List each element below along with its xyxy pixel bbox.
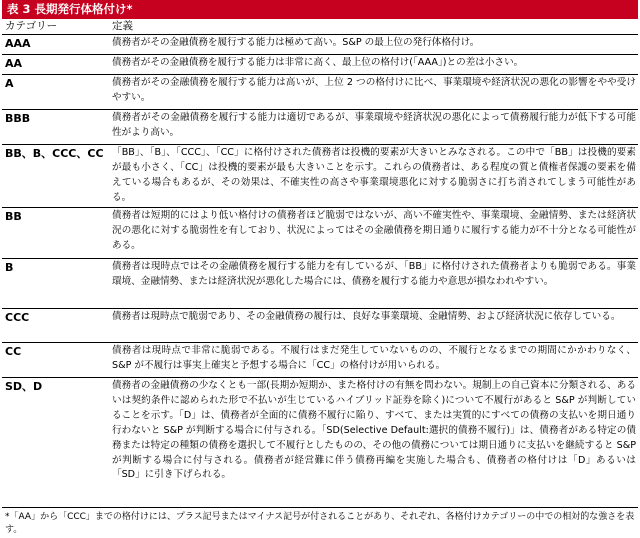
rating-category: BB (5, 210, 22, 223)
rating-category: AAA (5, 37, 31, 50)
rating-definition: 債務者がその金融債務を履行する能力は適切であるが、事業環境や経済状況の悪化によって債務履行能力が低下する可能性がより高い。 (112, 112, 636, 138)
rating-definition: 債務者の金融債務の少なくとも一部(長期か短期か、また格付けの有無を問わない。規制上の自己資本に分類される、あるいは契約条件に認められた形で不払いが生じているハイブリッド証券を除く)について不履行があると S&P が判断していることを示す。「D」は、債務者が全面的に債務不履行に陥り、すべて、または実質的にすべての債務の支払いを期日通り行わないと S&P が判断する場合に付与される。「SD(Selective Default:選択的債務不履行)」は、債務者がある特定の債務または特定の種類の債務を選択して不履行としたものの、その他の債務については期日通りに支払いを継続すると S&P が判断する場合に付与される。債務者が経営難に伴う債務再編を実施した場合も、債務者の格付けは「D」あるいは「SD」に引き下げられる。 (112, 380, 636, 481)
rating-definition: 債務者は現時点ではその金融債務を履行する能力を有しているが、「BB」に格付けされた債務者よりも脆弱である。事業環境、金融情勢、または経済状況が悪化した場合には、債務を履行する能力や意思が損なわれやすい。 (112, 261, 636, 287)
table-row-ccc (2, 309, 638, 343)
table-footnote: *「AA」から「CCC」までの格付けには、プラス記号またはマイナス記号が付されることがあり、それぞれ、各格付けカテゴリーの中での相対的な強さを表す。 (5, 512, 635, 535)
rating-category: CCC (5, 311, 30, 324)
rating-definition: 債務者は短期的にはより低い格付けの債務者ほど脆弱ではないが、高い不確実性や、事業環境、金融情勢、または経済状況の悪化に対する脆弱性を有しており、状況によってはその金融債務を期日通りに履行する能力が不十分となる可能性がある。 (112, 210, 636, 251)
rating-definition: 債務者は現時点で脆弱であり、その金融債務の履行は、良好な事業環境、金融情勢、および経済状況に依存している。 (112, 311, 621, 322)
rating-category: SD、D (5, 380, 43, 393)
rating-category: A (5, 77, 14, 90)
rating-category: AA (5, 57, 23, 70)
definition-column-header: 定義 (112, 20, 133, 32)
rating-category: B (5, 261, 14, 274)
table-row-b (2, 259, 638, 309)
table-row-bbb (2, 110, 638, 145)
table-title: 表 3 長期発行体格付け* (2, 0, 638, 19)
rating-definition: 債務者は現時点で非常に脆弱である。不履行はまだ発生していないものの、不履行となるまでの期間にかかわりなく、S&P が不履行は事実上確実と予想する場合に「CC」の格付けが用いられる。 (112, 345, 636, 371)
table-header-row (2, 19, 638, 35)
rating-definition: 「BB」、「B」、「CCC」、「CC」に格付けされた債務者は投機的要素が大きいとみなされる。この中で「BB」は投機的要素が最も小さく、「CC」は投機的要素が最も大きいことを示す。これらの債務者は、ある程度の質と債権者保護の要素を備えている場合もあるが、その効果は、不確実性の高さや事業環境悪化に対する脆弱さに打ち消されてしまう可能性がある。 (112, 147, 636, 203)
rating-definition: 債務者がその金融債務を履行する能力は高いが、上位 2 つの格付けに比べ、事業環境や経済状況の悪化の影響をやや受けやすい。 (112, 77, 636, 103)
table-row-aa (2, 55, 638, 75)
rating-category: CC (5, 345, 22, 358)
rating-definition: 債務者がその金融債務を履行する能力は極めて高い。S&P の最上位の発行体格付け。 (112, 37, 480, 48)
rating-category: BBB (5, 112, 31, 125)
table-row-a (2, 75, 638, 110)
table-row-cc (2, 343, 638, 378)
table-row-speculative (2, 145, 638, 208)
table-row-sd-d (2, 378, 638, 508)
table-row-bb (2, 208, 638, 259)
rating-definition: 債務者がその金融債務を履行する能力は非常に高く、最上位の格付け(「AAA」)との差は小さい。 (112, 57, 524, 68)
table-row-aaa (2, 35, 638, 55)
category-column-header: カテゴリー (5, 20, 58, 32)
rating-category: BB、B、CCC、CC (5, 147, 104, 160)
